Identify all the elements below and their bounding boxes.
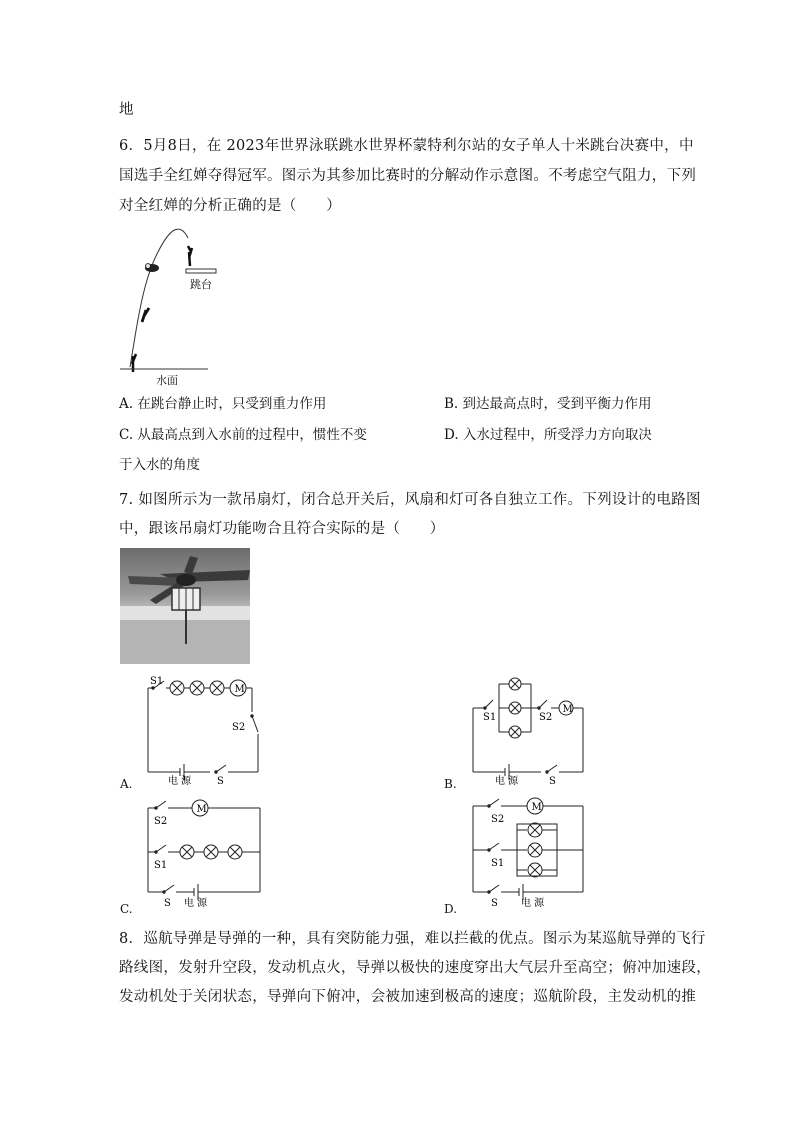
circuit-b <box>455 672 605 792</box>
q6-option-d: D. 入水过程中，所受浮力方向取决 <box>444 427 652 443</box>
circuit-a-letter: A. <box>120 777 133 791</box>
switch-s-label: S <box>164 898 171 909</box>
power-label: 电 源 <box>168 776 192 787</box>
switch-s1-label: S1 <box>150 676 164 687</box>
switch-s2-label: S2 <box>232 722 246 733</box>
circuit-d-letter: D. <box>444 902 458 916</box>
q8-line-2: 路线图，发射升空段，发动机点火，导弹以极快的速度穿出大气层升至高空；俯冲加速段， <box>119 960 711 976</box>
q7-line-2: 中，跟该吊扇灯功能吻合且符合实际的是（ ） <box>119 521 445 537</box>
diving-figure <box>118 222 228 390</box>
q6-option-d-continued: 于入水的角度 <box>119 457 200 473</box>
switch-s-label: S <box>217 776 224 787</box>
q6-line-3: 对全红婵的分析正确的是（ ） <box>119 198 341 214</box>
q6-option-b: B. 到达最高点时，受到平衡力作用 <box>444 396 652 412</box>
q6-line-1: 6．5月8日，在 2023年世界泳联跳水世界杯蒙特利尔站的女子单人十米跳台决赛中，中 <box>119 138 694 154</box>
q8-line-3: 发动机处于关闭状态，导弹向下俯冲，会被加速到极高的速度；巡航阶段，主发动机的推 <box>119 989 697 1005</box>
platform-label: 跳台 <box>190 278 212 291</box>
motor-symbol: M <box>531 802 542 813</box>
ceiling-fan-photo <box>120 548 250 664</box>
switch-s1-label: S1 <box>491 858 505 869</box>
switch-s2-label: S2 <box>491 814 505 825</box>
switch-s1-label: S1 <box>483 712 497 723</box>
diver-on-platform-icon <box>188 246 192 266</box>
switch-s1-label: S1 <box>154 860 168 871</box>
diver-mid-air-icon <box>142 308 149 322</box>
water-label: 水面 <box>156 374 178 387</box>
power-label: 电 源 <box>495 776 519 787</box>
platform-shape <box>186 269 216 273</box>
circuit-c-letter: C. <box>120 902 133 916</box>
motor-symbol: M <box>234 684 245 695</box>
switch-s-label: S <box>549 776 556 787</box>
power-label: 电 源 <box>184 898 208 909</box>
circuit-a <box>120 672 270 792</box>
q6-line-2: 国选手全红婵夺得冠军。图示为其参加比赛时的分解动作示意图。不考虑空气阻力，下列 <box>119 168 697 184</box>
power-label: 电 源 <box>521 898 545 909</box>
q6-option-c: C. 从最高点到入水前的过程中，惯性不变 <box>119 427 367 443</box>
switch-s2-label: S2 <box>154 816 168 827</box>
circuit-d <box>455 796 605 914</box>
q8-line-1: 8．巡航导弹是导弹的一种，具有突防能力强，难以拦截的优点。图示为某巡航导弹的飞行 <box>119 931 706 947</box>
q6-option-a: A. 在跳台静止时，只受到重力作用 <box>119 396 327 412</box>
circuit-b-letter: B. <box>444 777 457 791</box>
switch-s-label: S <box>491 898 498 909</box>
motor-symbol: M <box>562 704 573 715</box>
page-fragment-text: 地 <box>119 102 134 118</box>
switch-s2-label: S2 <box>539 712 553 723</box>
circuit-c <box>120 796 270 914</box>
motor-symbol: M <box>196 804 207 815</box>
q7-line-1: 7. 如图所示为一款吊扇灯，闭合总开关后，风扇和灯可各自独立工作。下列设计的电路图 <box>119 492 701 508</box>
